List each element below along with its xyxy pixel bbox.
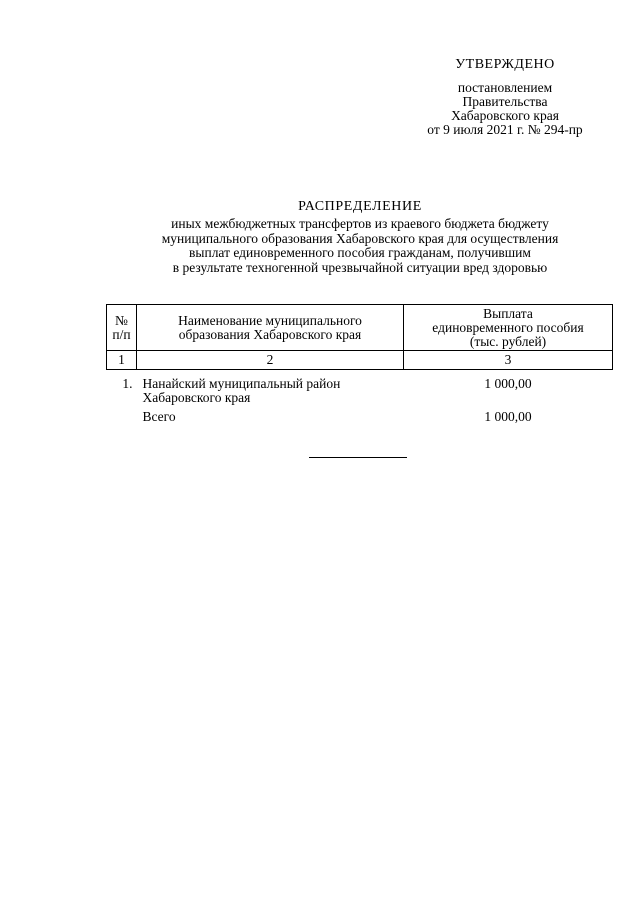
row-number: 1.	[122, 376, 133, 391]
column-number: 1	[107, 351, 137, 370]
total-row	[107, 405, 613, 424]
closing-rule	[309, 457, 407, 458]
table-header	[107, 305, 613, 370]
distribution-table	[106, 304, 613, 424]
row-name: Нанайский муниципальный район Хабаровского края	[142, 376, 341, 405]
header-amount: Выплата единовременного пособия (тыс. рублей)	[404, 305, 613, 351]
header-name: Наименование муниципального образования Хабаровского края	[137, 305, 404, 351]
approval-date-line: от 9 июля 2021 г. № 294-пр	[427, 122, 583, 137]
column-number: 2	[137, 351, 404, 370]
approval-block	[405, 58, 605, 137]
description-line: выплат единовременного пособия гражданам, получившим	[189, 245, 531, 260]
approval-stamp-title: УТВЕРЖДЕНО	[455, 57, 555, 72]
description-line: иных межбюджетных трансфертов из краевого бюджета бюджету	[171, 216, 549, 231]
total-label: Всего	[142, 409, 176, 424]
total-amount: 1 000,00	[484, 409, 532, 424]
document-description	[110, 217, 610, 275]
total-empty-cell	[107, 405, 137, 424]
table-body	[107, 370, 613, 425]
header-num: № п/п	[107, 305, 137, 351]
row-amount: 1 000,00	[484, 376, 532, 391]
approval-line: постановлением	[457, 80, 553, 95]
table-row	[107, 370, 613, 406]
header-row	[107, 305, 613, 351]
approval-line: Правительства	[462, 94, 548, 109]
column-number-row	[107, 351, 613, 370]
column-number: 3	[404, 351, 613, 370]
approval-line: Хабаровского края	[451, 108, 559, 123]
description-line: в результате техногенной чрезвычайной ситуации вред здоровью	[172, 259, 548, 275]
document-title: РАСПРЕДЕЛЕНИЕ	[298, 199, 422, 214]
document-heading	[110, 199, 610, 275]
description-line: муниципального образования Хабаровского края для осуществления	[161, 230, 559, 246]
